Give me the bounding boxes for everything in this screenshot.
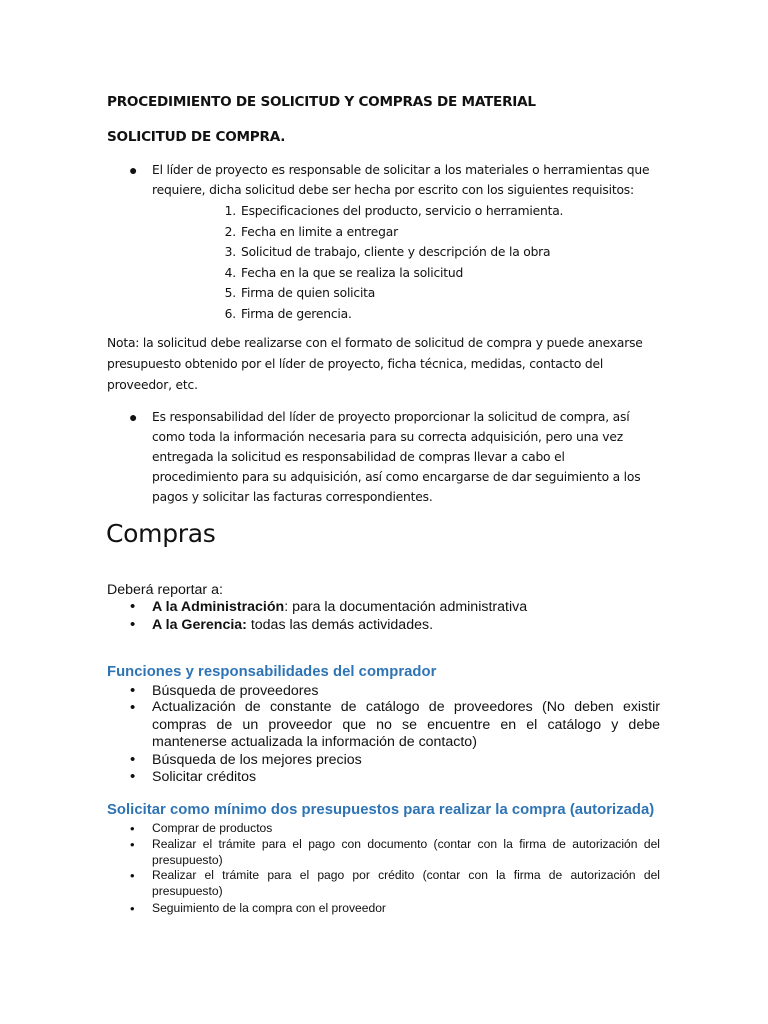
bullet-dot: • (130, 901, 135, 916)
bullet2-line: Es responsabilidad del líder de proyecto proporcionar la solicitud de compra, así (152, 410, 630, 424)
function-item: Actualización de constante de catálogo de proveedores (No deben existir compras de un proveedor que no se encuentre en el catálogo y debe mantenerse actualizada la información de contacto) (152, 699, 660, 750)
bullet1-line1: El líder de proyecto es responsable de solicitar a los materiales o herramientas que (152, 163, 650, 177)
budget-heading: Solicitar como mínimo dos presupuestos para realizar la compra (autorizada) (107, 802, 655, 818)
note-line: presupuesto obtenido por el líder de proyecto, ficha técnica, medidas, contacto del (107, 357, 604, 371)
bullet1-line2: requiere, dicha solicitud debe ser hecha por escrito con los siguientes requisitos: (152, 183, 634, 197)
bullet2-line: procedimiento para su adquisición, así como encargarse de dar seguimiento a los (152, 470, 641, 484)
budget-item: Realizar el trámite para el pago con documento (contar con la firma de autorización del presupuesto) (152, 837, 660, 867)
note-line: proveedor, etc. (107, 378, 198, 392)
bullet-dot: • (130, 821, 135, 836)
budget-item: Realizar el trámite para el pago por crédito (contar con la firma de autorización del presupuesto) (152, 868, 660, 898)
bullet2-line: entregada la solicitud es responsabilidad de compras llevar a cabo el (152, 450, 565, 464)
section-heading-compras: Compras (106, 519, 216, 548)
bullet2-line: pagos y solicitar las facturas correspondientes. (152, 490, 433, 504)
bullet-dot: • (130, 868, 135, 883)
bullet-dot: • (130, 751, 136, 768)
bullet-dot: • (130, 616, 136, 633)
bullet-dot: • (130, 768, 136, 785)
function-item: Solicitar créditos (152, 769, 257, 785)
report-intro: Deberá reportar a: (107, 582, 223, 598)
section-heading-solicitud: SOLICITUD DE COMPRA. (107, 129, 286, 145)
document-title: PROCEDIMIENTO DE SOLICITUD Y COMPRAS DE MATERIAL (107, 94, 536, 110)
bullet-dot: ● (129, 409, 138, 425)
bullet2-line: como toda la información necesaria para su correcta adquisición, pero una vez (152, 430, 623, 444)
report-item-gerencia: A la Gerencia: todas las demás actividades. (152, 617, 434, 633)
bullet-dot: • (130, 699, 136, 716)
report-item-administracion: A la Administración: para la documentación administrativa (152, 599, 528, 615)
function-item: Búsqueda de los mejores precios (152, 752, 362, 768)
function-item: Búsqueda de proveedores (152, 683, 319, 699)
document-page: PROCEDIMIENTO DE SOLICITUD Y COMPRAS DE MATERIAL SOLICITUD DE COMPRA. ● El líder de proyecto es responsable de solicitar a los materiales o herramientas que requiere, dicha solicitud debe ser hecha por escrito con los siguientes requisitos: 1. Especificaciones del producto, servicio o herramienta. 2. Fecha en limite a entregar 3. Solicitud de trabajo, cliente y descripción de la obra 4. Fecha en la que se realiza la solicitud 5. Firma de quien solicita 6. Firma de gerencia. Nota: la solicitud debe realizarse con el formato de solicitud de compra y puede anexarse presupuesto obtenido por el líder de proyecto, ficha técnica, medidas, contacto del proveedor, etc. ● Es responsabilidad del líder de proyecto proporcionar la solicitud de compra, así como toda la información necesaria para su correcta adquisición, pero una vez entregada la solicitud es responsabilidad de compras llevar a cabo el procedimiento para su adquisición, así como encargarse de dar seguimiento a los pagos y solicitar las facturas correspondientes. Compras Deberá reportar a: • A la Administración: para la documentación administrativa • A la Gerencia: todas las demás actividades. Funciones y responsabilidades del comprador • Búsqueda de proveedores • Actualización de constante de catálogo de proveedores (No deben existir compras de un proveedor que no se encuentre en el catálogo y debe mantenerse actualizada la información de contacto) • Búsqueda de los mejores precios • Solicitar créditos Solicitar como mínimo dos presupuestos para realizar la compra (autorizada) • Comprar de productos • Realizar el trámite para el pago con documento (contar con la firma de autorización del presupuesto) • Realizar el trámite para el pago por crédito (contar con la firma de autorización del presupuesto) • Seguimiento de la compra con el proveedor (106, 94, 660, 916)
bullet-dot: • (130, 682, 136, 699)
functions-heading: Funciones y responsabilidades del comprador (107, 664, 437, 680)
bullet-dot: • (130, 598, 136, 615)
budget-item: Seguimiento de la compra con el proveedor (152, 901, 386, 915)
bullet-dot: • (130, 837, 135, 852)
bullet-dot: ● (129, 162, 138, 178)
budget-item: Comprar de productos (152, 821, 273, 835)
note-line: Nota: la solicitud debe realizarse con el formato de solicitud de compra y puede anexarse (107, 336, 643, 350)
